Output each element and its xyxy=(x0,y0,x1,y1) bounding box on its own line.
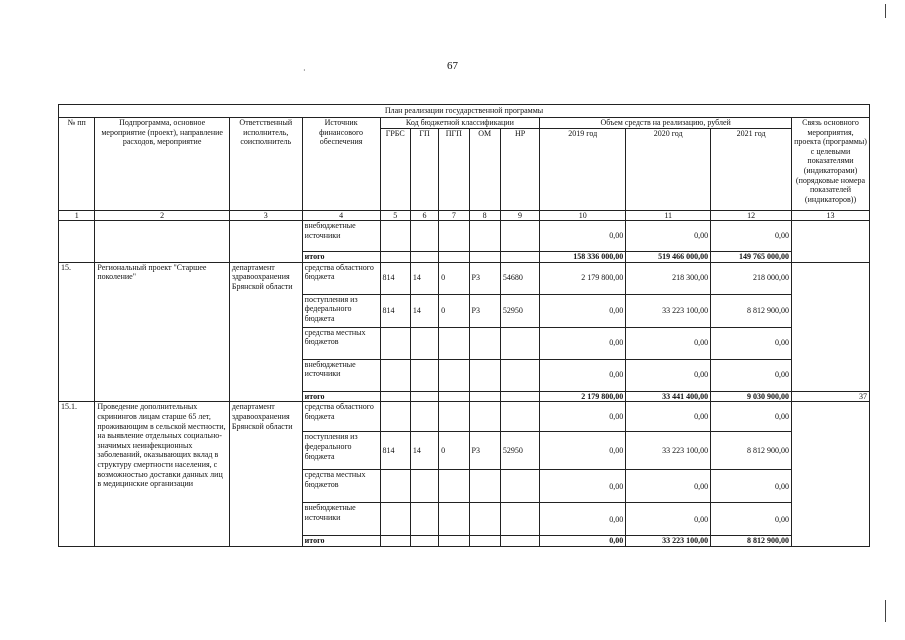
amount-2021: 8 812 900,00 xyxy=(711,294,792,327)
amount-2021: 0,00 xyxy=(711,470,792,503)
column-number: 12 xyxy=(711,210,792,221)
amount-2020: 0,00 xyxy=(626,503,711,536)
amount-2019: 0,00 xyxy=(540,402,626,432)
pgp-cell: 0 xyxy=(439,262,469,294)
source-cell: средства областного бюджета xyxy=(302,402,380,432)
pgp-cell: 0 xyxy=(439,294,469,327)
grbs-cell: 814 xyxy=(380,432,410,470)
link-cell xyxy=(792,262,870,391)
grbs-cell: 814 xyxy=(380,262,410,294)
column-number: 3 xyxy=(229,210,302,221)
amount-2021: 0,00 xyxy=(711,402,792,432)
num-cell xyxy=(59,221,95,263)
header-link: Связь основного мероприятия, проекта (программы) с целевыми показателями (индикаторами) (порядковые номера показателей (индикаторов)) xyxy=(792,118,870,211)
amount-2021: 218 000,00 xyxy=(711,262,792,294)
header-pgp: ПГП xyxy=(439,128,469,210)
amount-2019: 0,00 xyxy=(540,536,626,547)
source-cell: внебюджетные источники xyxy=(302,359,380,391)
program-plan-table xyxy=(58,104,870,547)
amount-2020: 519 466 000,00 xyxy=(626,252,711,263)
nr-cell: 52950 xyxy=(500,294,539,327)
amount-2021: 9 030 900,00 xyxy=(711,391,792,402)
column-number: 8 xyxy=(469,210,500,221)
column-number: 11 xyxy=(626,210,711,221)
header-subprogram: Подпрограмма, основное мероприятие (проект), направление расходов, мероприятие xyxy=(95,118,229,211)
amount-2020: 0,00 xyxy=(626,327,711,359)
source-cell: итого xyxy=(302,252,380,263)
page-number: 67 xyxy=(447,60,458,72)
om-cell: P3 xyxy=(469,432,500,470)
amount-2021: 149 765 000,00 xyxy=(711,252,792,263)
header-budget-code: Код бюджетной классификации xyxy=(380,118,540,129)
amount-2021: 8 812 900,00 xyxy=(711,432,792,470)
amount-2020: 0,00 xyxy=(626,470,711,503)
source-cell: внебюджетные источники xyxy=(302,503,380,536)
amount-2020: 33 441 400,00 xyxy=(626,391,711,402)
header-2021: 2021 год xyxy=(711,128,792,210)
gp-cell: 14 xyxy=(410,262,438,294)
header-num: № пп xyxy=(59,118,95,211)
amount-2020: 0,00 xyxy=(626,359,711,391)
amount-2019: 2 179 800,00 xyxy=(540,391,626,402)
subprogram-cell xyxy=(95,221,229,263)
source-cell: поступления из федерального бюджета xyxy=(302,432,380,470)
column-number: 7 xyxy=(439,210,469,221)
scan-edge-mark xyxy=(885,600,886,622)
header-nr: НР xyxy=(500,128,539,210)
grbs-cell: 814 xyxy=(380,294,410,327)
gp-cell: 14 xyxy=(410,294,438,327)
nr-cell: 52950 xyxy=(500,432,539,470)
amount-2019: 0,00 xyxy=(540,221,626,252)
amount-2020: 0,00 xyxy=(626,402,711,432)
om-cell: P3 xyxy=(469,294,500,327)
table-row xyxy=(59,221,870,252)
amount-2019: 2 179 800,00 xyxy=(540,262,626,294)
amount-2019: 0,00 xyxy=(540,294,626,327)
responsible-cell: департамент здравоохранения Брянской области xyxy=(229,402,302,547)
header-gp: ГП xyxy=(410,128,438,210)
link-cell: 37 xyxy=(792,391,870,402)
amount-2021: 0,00 xyxy=(711,503,792,536)
amount-2019: 0,00 xyxy=(540,432,626,470)
source-cell: итого xyxy=(302,391,380,402)
source-cell: итого xyxy=(302,536,380,547)
subprogram-cell: Проведение дополнительных скринингов лицам старше 65 лет, проживающим в сельской местности, на выявление отдельных социально-значимых неинфекционных заболеваний, оказывающих вклад в структуру смертности населения, с возможностью доставки данных лиц в медицинские организации xyxy=(95,402,229,547)
subprogram-cell: Региональный проект "Старшее поколение" xyxy=(95,262,229,402)
amount-2019: 0,00 xyxy=(540,470,626,503)
gp-cell: 14 xyxy=(410,432,438,470)
column-number: 5 xyxy=(380,210,410,221)
source-cell: средства областного бюджета xyxy=(302,262,380,294)
link-cell xyxy=(792,221,870,263)
column-number-row xyxy=(59,210,870,221)
amount-2020: 33 223 100,00 xyxy=(626,294,711,327)
table-title: План реализации государственной программы xyxy=(59,105,870,118)
table-row xyxy=(59,262,870,294)
column-number: 2 xyxy=(95,210,229,221)
responsible-cell: департамент здравоохранения Брянской области xyxy=(229,262,302,402)
source-cell: средства местных бюджетов xyxy=(302,327,380,359)
header-amount: Объем средств на реализацию, рублей xyxy=(540,118,792,129)
column-number: 6 xyxy=(410,210,438,221)
column-number: 10 xyxy=(540,210,626,221)
om-cell: P3 xyxy=(469,262,500,294)
column-number: 4 xyxy=(302,210,380,221)
stray-dot: · xyxy=(303,66,306,75)
source-cell: средства местных бюджетов xyxy=(302,470,380,503)
amount-2021: 0,00 xyxy=(711,221,792,252)
link-cell xyxy=(792,402,870,547)
header-source: Источник финансового обеспечения xyxy=(302,118,380,211)
source-cell: поступления из федерального бюджета xyxy=(302,294,380,327)
amount-2020: 33 223 100,00 xyxy=(626,432,711,470)
header-grbs: ГРБС xyxy=(380,128,410,210)
pgp-cell: 0 xyxy=(439,432,469,470)
column-number: 1 xyxy=(59,210,95,221)
num-cell: 15.1. xyxy=(59,402,95,547)
nr-cell: 54680 xyxy=(500,262,539,294)
amount-2019: 0,00 xyxy=(540,503,626,536)
header-2019: 2019 год xyxy=(540,128,626,210)
amount-2021: 8 812 900,00 xyxy=(711,536,792,547)
column-number: 13 xyxy=(792,210,870,221)
header-om: ОМ xyxy=(469,128,500,210)
num-cell: 15. xyxy=(59,262,95,402)
amount-2021: 0,00 xyxy=(711,327,792,359)
responsible-cell xyxy=(229,221,302,263)
amount-2019: 158 336 000,00 xyxy=(540,252,626,263)
header-responsible: Ответственный исполнитель, соисполнитель xyxy=(229,118,302,211)
amount-2020: 218 300,00 xyxy=(626,262,711,294)
amount-2021: 0,00 xyxy=(711,359,792,391)
amount-2020: 33 223 100,00 xyxy=(626,536,711,547)
scan-edge-mark xyxy=(885,4,886,18)
header-2020: 2020 год xyxy=(626,128,711,210)
table-row xyxy=(59,402,870,432)
column-number: 9 xyxy=(500,210,539,221)
amount-2020: 0,00 xyxy=(626,221,711,252)
amount-2019: 0,00 xyxy=(540,327,626,359)
amount-2019: 0,00 xyxy=(540,359,626,391)
source-cell: внебюджетные источники xyxy=(302,221,380,252)
